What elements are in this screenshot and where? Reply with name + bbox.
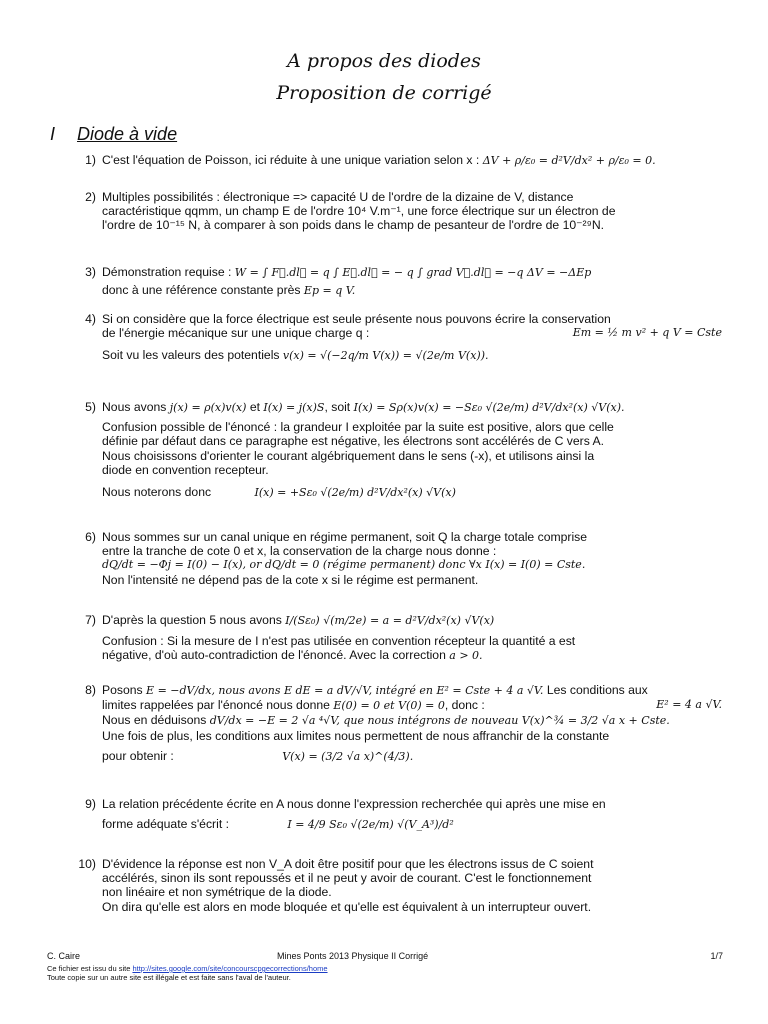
- item-text: Posons: [102, 683, 143, 697]
- item-text: et: [249, 400, 260, 414]
- item-text: , donc :: [444, 698, 485, 713]
- item-number: 4): [85, 312, 96, 326]
- item-text: pour obtenir :: [102, 748, 174, 763]
- item-text: Nous sommes sur un canal unique en régime permanent, soit Q la charge totale comprise: [102, 530, 588, 544]
- item-text: diode en convention recepteur.: [102, 462, 269, 477]
- math: ΔV + ρ/ε₀ = d²V/dx² + ρ/ε₀ = 0.: [482, 154, 656, 167]
- math: Em = ½ m v² + q V = Cste: [572, 326, 722, 340]
- math: I(x) = Sρ(x)v(x) = −Sε₀ √(2e/m) d²V/dx²(x) √V(x).: [353, 401, 625, 414]
- math: V(x) = (3/2 √a x)^(4/3).: [282, 749, 414, 763]
- math: E(0) = 0 et V(0) = 0: [333, 699, 445, 713]
- item-number: 10): [78, 857, 96, 871]
- item-number: 2): [85, 190, 96, 204]
- footer-source-line: [47, 964, 328, 973]
- item-number: 6): [85, 530, 96, 544]
- item-number: 9): [85, 797, 96, 811]
- item-text: Confusion possible de l'énoncé : la grandeur I exploitée par la suite est positive, alors que celle: [102, 420, 614, 435]
- item-text: Démonstration requise :: [102, 265, 232, 279]
- item-number: 7): [85, 613, 96, 627]
- item-text: Nous avons: [102, 400, 167, 414]
- footer-source-text: Ce fichier est issu du site: [47, 964, 133, 973]
- math: E = −dV/dx, nous avons E dE = a dV/√V, intégré en E² = Cste + 4 a √V.: [146, 684, 544, 697]
- math: I(x) = j(x)S: [263, 401, 325, 414]
- math: Ep = q V.: [303, 284, 356, 298]
- item-text: Soit vu les valeurs des potentiels: [102, 348, 280, 363]
- title-line1: A propos des diodes: [287, 50, 481, 72]
- title-line2: Proposition de corrigé: [276, 82, 492, 104]
- item-text: , soit: [324, 400, 351, 414]
- math: dV/dx = −E = 2 √a ⁴√V, que nous intégrons de nouveau V(x)^¾ = 3/2 √a x + Cste.: [209, 714, 670, 728]
- math: j(x) = ρ(x)v(x): [169, 401, 247, 414]
- item-text: Multiples possibilités : électronique => capacité U de l'ordre de la dizaine de V, distance: [102, 190, 574, 204]
- item-text: entre la tranche de cote 0 et x, la conservation de la charge nous donne :: [102, 544, 497, 559]
- item-text: Confusion : Si la mesure de I n'est pas utilisée en convention récepteur la quantité a est: [102, 634, 576, 649]
- footer-author: C. Caire: [47, 951, 81, 961]
- item-text: forme adéquate s'écrit :: [102, 817, 229, 832]
- item-text: On dira qu'elle est alors en mode bloquée et qu'elle est équivalent à un interrupteur ouvert.: [102, 899, 592, 914]
- item-text: Non l'intensité ne dépend pas de la cote x si le régime est permanent.: [102, 572, 479, 587]
- footer-source-link[interactable]: http://sites.google.com/site/concourscpgecorrections/home: [132, 964, 328, 973]
- item-number: 3): [85, 265, 96, 279]
- item-text: Si on considère que la force électrique est seule présente nous pouvons écrire la conservation: [102, 312, 611, 326]
- section-label: Diode à vide: [77, 124, 178, 144]
- math: E² = 4 a √V.: [656, 698, 722, 712]
- footer-title: Mines Ponts 2013 Physique II Corrigé: [277, 951, 429, 961]
- item-number: 8): [85, 683, 96, 697]
- item-text: Nous choisissons d'orienter le courant algébriquement dans le sens (-x), et utilisons ainsi la: [102, 448, 595, 463]
- item-text: Nous noterons donc: [102, 485, 212, 500]
- item-text: Les conditions aux: [546, 683, 648, 697]
- item-text: négative, d'où auto-contradiction de l'énoncé. Avec la correction: [102, 648, 446, 663]
- item-text: La relation précédente écrite en A nous donne l'expression recherchée qui après une mise en: [102, 797, 606, 811]
- section-heading: [50, 124, 177, 145]
- section-number: I: [50, 124, 56, 144]
- math: I/(Sε₀) √(m/2e) = a = d²V/dx²(x) √V(x): [285, 614, 495, 627]
- item-text: D'après la question 5 nous avons: [102, 613, 282, 627]
- math: W = ∫ F⃗.dl⃗ = q ∫ E⃗.dl⃗ = − q ∫ grad V⃗.dl⃗ = −q ΔV = −ΔEp: [234, 266, 592, 279]
- item-text: définie par défaut dans ce paragraphe est négative, les électrons sont accélérés de C vers A.: [102, 434, 605, 449]
- item-text: C'est l'équation de Poisson, ici réduite à une unique variation selon x :: [102, 153, 480, 167]
- footer-copyright: Toute copie sur un autre site est illégale et est faite sans l'aval de l'auteur.: [47, 973, 291, 982]
- item-text: accélérés, sinon ils sont repoussés et il ne peut y avoir de courant. C'est le fonctionnement: [102, 871, 592, 886]
- math: v(x) = √(−2q/m V(x)) = √(2e/m V(x)).: [282, 349, 489, 363]
- math: I = 4/9 Sε₀ √(2e/m) √(V_A³)/d²: [287, 818, 454, 832]
- math: I(x) = +Sε₀ √(2e/m) d²V/dx²(x) √V(x): [254, 486, 456, 500]
- item-text: donc à une référence constante près: [102, 283, 301, 298]
- item-text: limites rappelées par l'énoncé nous donne: [102, 698, 330, 713]
- item-text: D'évidence la réponse est non V_A doit être positif pour que les électrons issus de C soient: [102, 857, 594, 871]
- item-text: caractéristique qqmm, un champ E de l'ordre 10⁴ V.m⁻¹, une force électrique sur un électron de: [102, 204, 616, 219]
- item-text: Une fois de plus, les conditions aux limites nous permettent de nous affranchir de la constante: [102, 728, 610, 743]
- item-text: non linéaire et non symétrique de la diode.: [102, 885, 332, 900]
- math: dQ/dt = −Φj = I(0) − I(x), or dQ/dt = 0 (régime permanent) donc ∀x I(x) = I(0) = Cste.: [102, 558, 586, 572]
- footer-page-number: 1/7: [710, 951, 723, 961]
- item-text: l'ordre de 10⁻¹⁵ N, à comparer à son poids dans le champ de pesanteur de l'ordre de 10⁻²⁹N.: [102, 218, 605, 233]
- item-number: 1): [85, 153, 96, 167]
- item-number: 5): [85, 400, 96, 414]
- math: a > 0.: [449, 649, 483, 663]
- item-text: de l'énergie mécanique sur une unique charge q :: [102, 326, 370, 341]
- item-text: Nous en déduisons: [102, 713, 207, 728]
